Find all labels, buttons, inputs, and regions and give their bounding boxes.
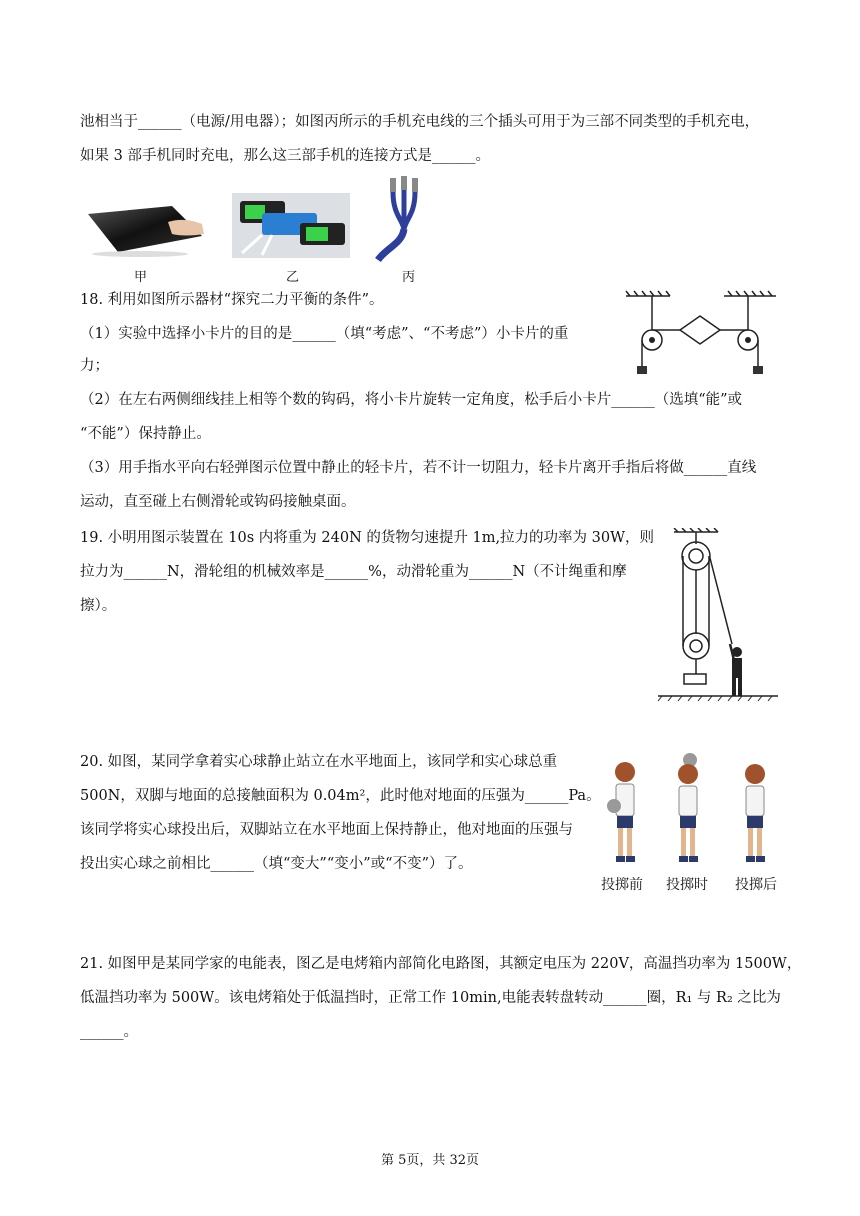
balance-apparatus-figure	[620, 290, 782, 380]
q18-p3b: 运动，直至碰上右侧滑轮或钩码接触桌面。	[80, 494, 356, 510]
q20-line1: 20. 如图，某同学拿着实心球静止站立在水平地面上，该同学和实心球总重	[80, 754, 558, 770]
page-footer: 第 5页，共 32页	[380, 1153, 480, 1168]
powerbank-figure	[232, 193, 350, 258]
caption-bing: 丙	[402, 270, 416, 285]
q20-line4: 投出实心球之前相比______（填“变大”“变小”或“不变”）了。	[80, 856, 473, 872]
caption-yi: 乙	[286, 270, 300, 285]
q18-p2b: “不能”）保持静止。	[80, 426, 211, 442]
pulley-system-figure	[652, 528, 782, 706]
q18-title: 18. 利用如图所示器材“探究二力平衡的条件”。	[80, 292, 384, 308]
q21-line1: 21. 如图甲是某同学家的电能表，图乙是电烤箱内部简化电路图，其额定电压为 220V，高温挡功率为 1500W，	[80, 956, 802, 972]
q18-p1b: 力；	[80, 358, 109, 374]
q18-p2a: （2）在左右两侧细线挂上相等个数的钩码，将小卡片旋转一定角度，松手后小卡片______（选填“能”或	[80, 392, 743, 408]
caption-jia: 甲	[134, 270, 148, 285]
q21-line3: ______。	[80, 1024, 138, 1040]
caption-before: 投掷前	[601, 877, 643, 893]
q20-line3: 该同学将实心球投出后，双脚站立在水平地面上保持静止，他对地面的压强与	[80, 822, 573, 838]
caption-after: 投掷后	[735, 877, 777, 893]
q19-line1: 19. 小明用图示装置在 10s 内将重为 240N 的货物匀速提升 1m,拉力的功率为 30W，则	[80, 530, 655, 546]
q19-line2: 拉力为______N，滑轮组的机械效率是______%，动滑轮重为______N（不计绳重和摩	[80, 564, 627, 580]
phone-figure	[80, 200, 205, 258]
q18-p3a: （3）用手指水平向右轻弹图示位置中静止的轻卡片，若不计一切阻力，轻卡片离开手指后将做______直线	[80, 460, 757, 476]
charging-cable-figure	[372, 174, 436, 262]
shot-throw-figure	[600, 752, 790, 870]
q17-line2: 如果 3 部手机同时充电，那么这三部手机的连接方式是______。	[80, 148, 490, 164]
q17-line1: 池相当于______（电源/用电器）；如图丙所示的手机充电线的三个插头可用于为三部不同类型的手机充电，	[80, 114, 760, 130]
q18-p1a: （1）实验中选择小卡片的目的是______（填“考虑”、“不考虑”）小卡片的重	[80, 326, 569, 342]
q19-line3: 擦）。	[80, 598, 117, 614]
q21-line2: 低温挡功率为 500W。该电烤箱处于低温挡时，正常工作 10min,电能表转盘转动______圈，R₁ 与 R₂ 之比为	[80, 990, 781, 1006]
q20-line2: 500N，双脚与地面的总接触面积为 0.04m²，此时他对地面的压强为______Pa。	[80, 788, 601, 804]
caption-during: 投掷时	[666, 877, 708, 893]
